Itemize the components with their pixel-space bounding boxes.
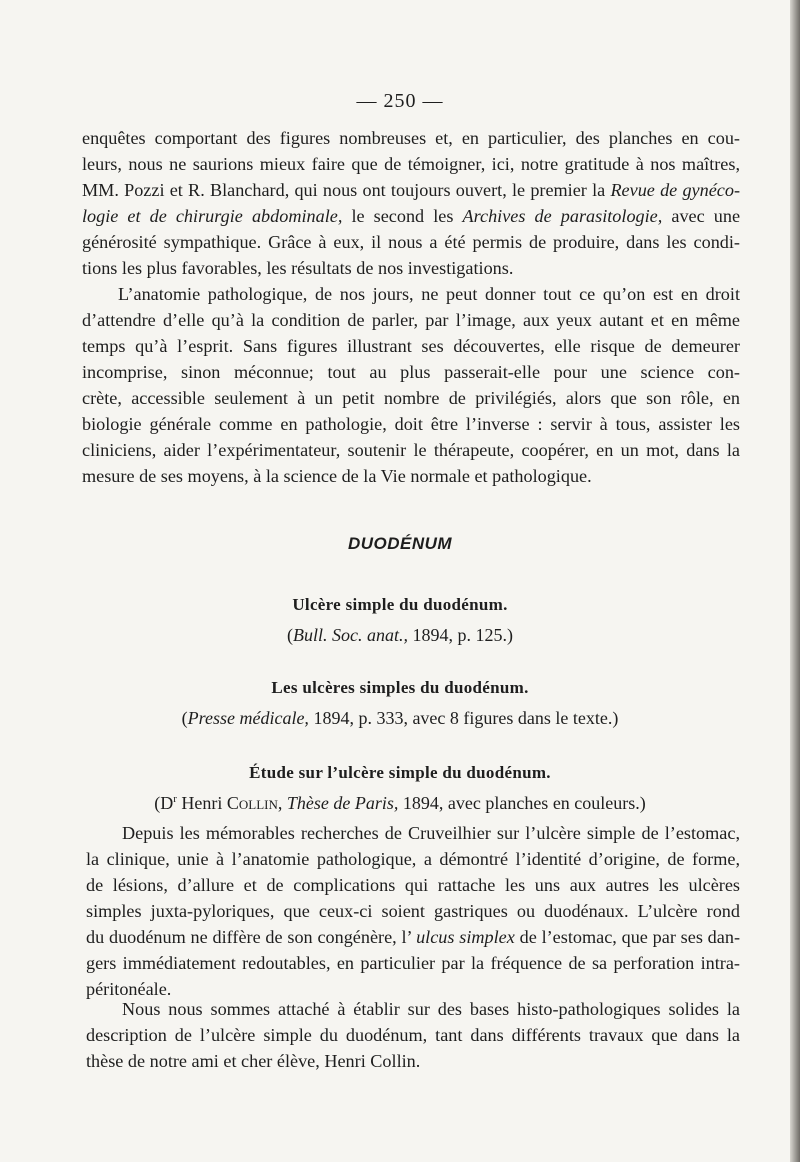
reference-citation: (Bull. Soc. anat., 1894, p. 125.)	[287, 625, 513, 645]
text-line: description de l’ulcère simple du duodénum, tant dans différents travaux que dans la	[86, 1025, 740, 1045]
reference-citation: (Presse médicale, 1894, p. 333, avec 8 figures dans le texte.)	[181, 708, 619, 728]
text-line: Depuis les mémorables recherches de Cruveilhier sur l’ulcère simple de l’estomac,	[122, 823, 740, 843]
reference-title: Étude sur l’ulcère simple du duodénum.	[249, 763, 551, 782]
reference-title: Ulcère simple du duodénum.	[292, 595, 508, 614]
text-line: du duodénum ne diffère de son congénère, l’ ulcus simplex de l’estomac, que par ses dan-	[86, 927, 741, 947]
text-line: crète, accessible seulement à un petit nombre de privilégiés, alors que son rôle, en	[82, 388, 740, 408]
text-line: temps qu’à l’esprit. Sans figures illustrant ses découvertes, elle risque de demeurer	[82, 336, 740, 356]
reference-title: Les ulcères simples du duodénum.	[271, 678, 529, 697]
text-line: logie et de chirurgie abdominale, le second les Archives de parasitologie, avec une	[82, 206, 741, 226]
page-number: — 250 —	[356, 90, 444, 112]
page-edge-shadow	[790, 0, 800, 1162]
text-line: tions les plus favorables, les résultats de nos investigations.	[82, 258, 514, 278]
text-line: thèse de notre ami et cher élève, Henri Collin.	[86, 1051, 421, 1071]
text-line: MM. Pozzi et R. Blanchard, qui nous ont toujours ouvert, le premier la Revue de gynéco-	[82, 180, 741, 200]
text-line: leurs, nous ne saurions mieux faire que de témoigner, ici, notre gratitude à nos maîtres,	[82, 154, 740, 174]
text-line: cliniciens, aider l’expérimentateur, soutenir le thérapeute, coopérer, en un mot, dans la	[82, 440, 740, 460]
text-line: simples juxta-pyloriques, que ceux-ci soient gastriques ou duodénaux. L’ulcère rond	[86, 901, 740, 921]
text-line: gers immédiatement redoutables, en particulier par la fréquence de sa perforation intra-	[86, 953, 740, 973]
text-line: de lésions, d’allure et de complications qui rattache les uns aux autres les ulcères	[86, 875, 740, 895]
text-line: Nous nous sommes attaché à établir sur des bases histo-pathologiques solides la	[122, 999, 740, 1019]
text-line: L’anatomie pathologique, de nos jours, ne peut donner tout ce qu’on est en droit	[118, 284, 740, 304]
reference-citation: ($D^r$ Henri Collin, Thèse de Paris, 1894, avec planches en couleurs.)	[154, 793, 646, 813]
section-title: DUODÉNUM	[347, 534, 453, 553]
text-line: enquêtes comportant des figures nombreuses et, en particulier, des planches en cou-	[82, 128, 740, 148]
text-line: incomprise, sinon méconnue; tout au plus passerait-elle pour une science con-	[82, 362, 740, 382]
text-line: générosité sympathique. Grâce à eux, il nous a été permis de produire, dans les condi-	[82, 232, 740, 252]
text-line: la clinique, unie à l’anatomie pathologique, a démontré l’identité d’origine, de forme,	[86, 849, 740, 869]
text-line: d’attendre d’elle qu’à la condition de parler, par l’image, aux yeux autant et en même	[82, 310, 740, 330]
text-line: mesure de ses moyens, à la science de la Vie normale et pathologique.	[82, 466, 592, 486]
text-line: péritonéale.	[86, 979, 172, 999]
text-line: biologie générale comme en pathologie, doit être l’inverse : servir à tous, assister les	[82, 414, 740, 434]
